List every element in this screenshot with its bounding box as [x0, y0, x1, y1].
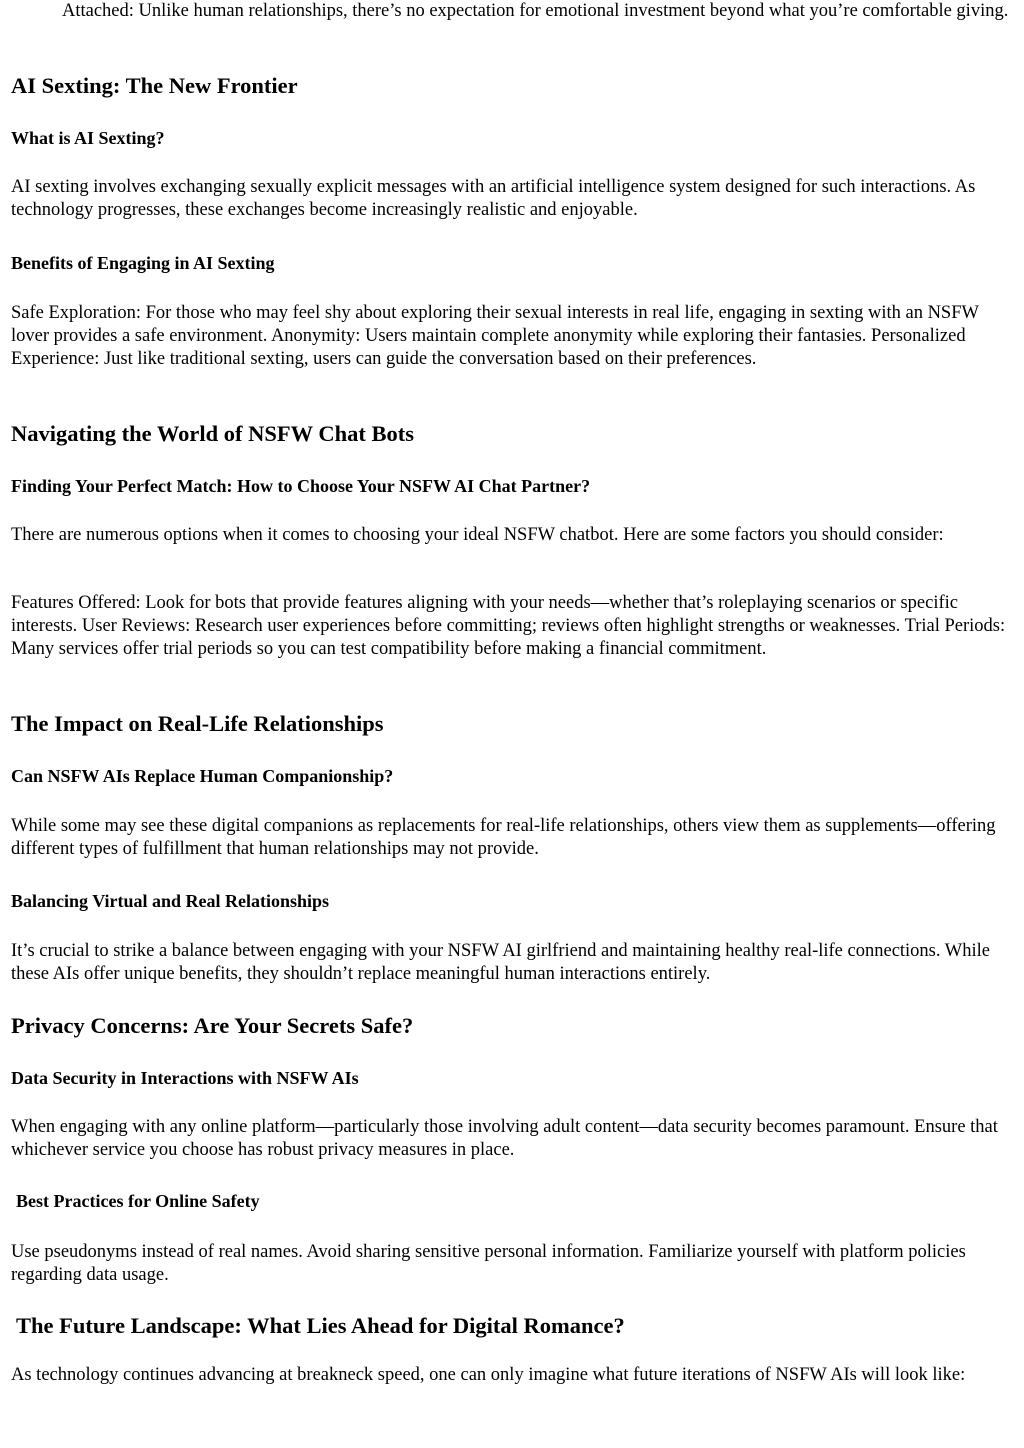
intro-list-item: Attached: Unlike human relationships, there’s no expectation for emotional investment beyond what you’re comfortable giving. — [62, 1, 1009, 21]
subheading-finding-match: Finding Your Perfect Match: How to Choose Your NSFW AI Chat Partner? — [11, 476, 591, 496]
subheading-what-is-ai-sexting: What is AI Sexting? — [11, 128, 165, 148]
paragraph-match-factors: Features Offered: Look for bots that provide features aligning with your needs—whether that’s roleplaying scenarios or specific interests. User Reviews: Research user experiences before committing; reviews often highlight strengths or weaknesses. Trial Periods: Many services offer trial periods so you can test compatibility before making a financial commitment. — [11, 593, 1006, 660]
paragraph-best-practices: Use pseudonyms instead of real names. Avoid sharing sensitive personal information. Familiarize yourself with platform policies regarding data usage. — [11, 1242, 966, 1286]
paragraph-data-security: When engaging with any online platform—particularly those involving adult content—data security becomes paramount. Ensure that whichever service you choose has robust privacy measures in place. — [11, 1117, 998, 1161]
subheading-best-practices: Best Practices for Online Safety — [16, 1191, 260, 1211]
paragraph-what-is-ai-sexting: AI sexting involves exchanging sexually explicit messages with an artificial intelligence system designed for such interactions. As technology progresses, these exchanges become increasingly realistic and enjoyable. — [11, 177, 976, 221]
subheading-replace-companionship: Can NSFW AIs Replace Human Companionship? — [11, 766, 394, 786]
paragraph-benefits: Safe Exploration: For those who may feel shy about exploring their sexual interests in real life, engaging in sexting with an NSFW lover provides a safe environment. Anonymity: Users maintain complete anonymity while exploring their fantasies. Personalized Experience: Just like traditional sexting, users can guide the conversation based on their preferences. — [11, 303, 979, 370]
section-heading-navigating: Navigating the World of NSFW Chat Bots — [11, 421, 414, 446]
paragraph-replace-companionship: While some may see these digital companions as replacements for real-life relationships, others view them as supplements—offering different types of fulfillment that human relationships may not provide. — [11, 816, 996, 860]
section-heading-future: The Future Landscape: What Lies Ahead for Digital Romance? — [16, 1313, 625, 1338]
paragraph-match-intro: There are numerous options when it comes to choosing your ideal NSFW chatbot. Here are some factors you should consider: — [11, 525, 944, 545]
section-heading-privacy: Privacy Concerns: Are Your Secrets Safe? — [11, 1013, 414, 1038]
subheading-benefits: Benefits of Engaging in AI Sexting — [11, 253, 275, 273]
section-heading-ai-sexting: AI Sexting: The New Frontier — [11, 73, 298, 98]
paragraph-balancing: It’s crucial to strike a balance between engaging with your NSFW AI girlfriend and maintaining healthy real-life connections. While these AIs offer unique benefits, they shouldn’t replace meaningful human interactions entirely. — [11, 941, 991, 985]
subheading-data-security: Data Security in Interactions with NSFW AIs — [11, 1068, 359, 1088]
subheading-balancing: Balancing Virtual and Real Relationships — [11, 891, 330, 911]
section-heading-impact: The Impact on Real-Life Relationships — [11, 711, 384, 736]
paragraph-future: As technology continues advancing at breakneck speed, one can only imagine what future iterations of NSFW AIs will look like: — [11, 1365, 966, 1385]
